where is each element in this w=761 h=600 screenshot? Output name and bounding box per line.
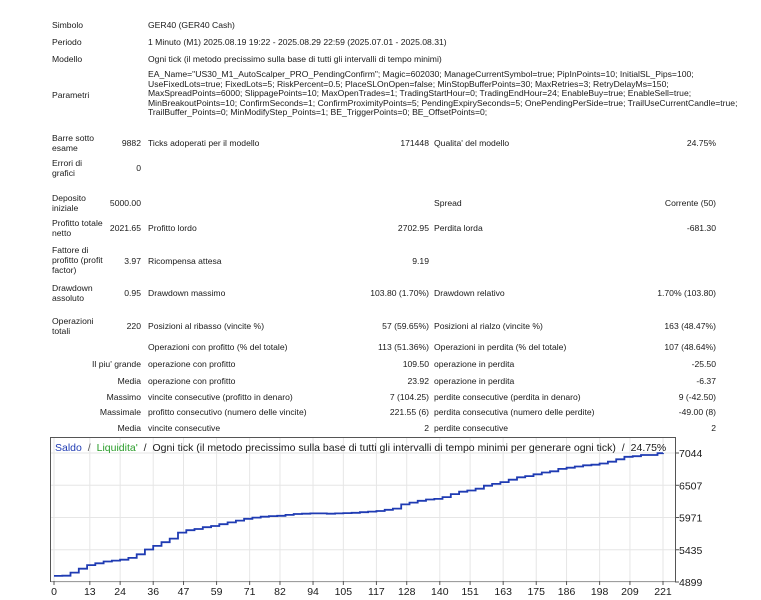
x-tick-label: 221 [654,586,672,597]
modello-value: Ogni tick (il metodo precissimo sulla base di tutti gli intervalli di tempo minimi) [148,54,442,64]
x-tick-label: 47 [177,586,190,597]
perdita-pct-label: Operazioni in perdita (% del totale) [434,342,567,352]
media1-perdita-label: operazione in perdita [434,376,515,386]
piu-grande-label: operazione con profitto [148,359,236,369]
legend-balance: Saldo [55,442,82,454]
drawdown-relativo-value: 1.70% (103.80) [657,288,716,298]
spread-label: Spread [434,198,462,208]
x-tick-label: 209 [621,586,639,597]
media2-perdita-label: perdite consecutive [434,423,509,433]
media1-value: 23.92 [407,376,429,386]
media2-value: 2 [424,423,429,433]
media2-label: vincite consecutive [148,423,221,433]
periodo-label: Periodo [52,37,82,47]
piu-grande-perdita-value: -25.50 [691,359,716,369]
x-tick-label: 59 [210,586,223,597]
ricompensa-value: 9.19 [412,256,429,266]
x-tick-label: 82 [274,586,286,597]
parametri-label: Parametri [52,90,90,100]
x-tick-label: 71 [243,586,256,597]
drawdown-assoluto-label: Drawdown assoluto [52,283,93,303]
ticks-label: Ticks adoperati per il modello [148,138,260,148]
simbolo-value: GER40 (GER40 Cash) [148,20,235,30]
profitto-netto-label: Profitto totale netto [52,218,103,238]
massimale-value: 221.55 (6) [389,407,429,417]
y-tick-label: 4899 [679,577,703,589]
legend-equity: Liquidita' [96,442,138,454]
y-tick-label: 5971 [679,512,703,525]
ribasso-label: Posizioni al ribasso (vincite %) [148,321,265,331]
piu-grande-prefix: Il piu' grande [92,359,141,369]
piu-grande-perdita-label: operazione in perdita [434,359,515,369]
media2-prefix: Media [117,423,141,433]
massimale-perdita-label: perdita consecutiva (numero delle perdite) [434,407,595,417]
massimale-prefix: Massimale [99,407,141,417]
x-tick-label: 117 [368,586,385,597]
media1-perdita-value: -6.37 [696,376,716,386]
rialzo-label: Posizioni al rialzo (vincite %) [434,321,543,331]
massimale-label: profitto consecutivo (numero delle vincite) [148,407,307,417]
drawdown-massimo-label: Drawdown massimo [148,288,226,298]
ribasso-value: 57 (59.65%) [382,321,429,331]
svg-text:Saldo / Liquidita' [55,442,666,454]
media1-label: operazione con profitto [148,376,236,386]
modello-label: Modello [52,54,83,64]
perdita-lorda-label: Perdita lorda [434,223,483,233]
legend-description: Ogni tick (il metodo precissimo sulla base di tutti gli intervalli di tempo minimi per generare ogni tick) [152,442,616,454]
massimo-label: vincite consecutive (profitto in denaro) [148,392,293,402]
y-tick-label: 5435 [679,544,703,557]
massimo-perdita-value: 9 (-42.50) [678,392,716,402]
ticks-value: 171448 [400,138,429,148]
x-tick-label: 140 [431,586,449,597]
deposito-label: Deposito iniziale [52,193,86,213]
balance-chart [50,437,715,597]
massimo-value: 7 (104.25) [389,392,429,402]
media2-perdita-value: 2 [711,423,716,433]
ricompensa-label: Ricompensa attesa [148,256,222,266]
x-tick-label: 198 [590,586,609,597]
x-tick-label: 105 [334,586,353,597]
periodo-value: 1 Minuto (M1) 2025.08.19 19:22 - 2025.08.29 22:59 (2025.07.01 - 2025.08.31) [148,37,447,47]
qualita-value: 24.75% [686,138,716,148]
drawdown-assoluto-value: 0.95 [124,288,141,298]
legend-quality: 24.75% [630,442,667,454]
massimale-perdita-value: -49.00 (8) [678,407,716,417]
chart-plot-area [51,438,676,582]
chart-y-axis [675,448,703,589]
x-tick-label: 175 [527,586,546,597]
parametri-value: EA_Name="US30_M1_AutoScalper_PRO_PendingConfirm"; Magic=602030; ManageCurrentSymbol=true; PipInPoints=10; InitialSL_Pips=100; UseFixedLots=true; FixedLots=5; RiskPercent=0.5; PlaceSLOnOpen=false; MinStopBufferPoints=30; MaxRetries=3; RetryDelayMs=150; MaxSpreadPoints=6000; SlippagePoints=10; MaxOpenTrades=1; TradingStartHour=0; TradingEndHour=24; EnableBuy=true; EnableSell=true; MinBreakoutPoints=10; ConfirmSeconds=1; ConfirmProximityPoints=5; PendingExpirySeconds=5; OnePendingPerSide=true; TrailUseCurrentCandle=true; TrailBuffer_Points=0; MinModifyStep_Points=1; BE_TriggerPoints=0; BE_OffsetPoints=0; [148,69,738,118]
simbolo-label: Simbolo [52,20,84,30]
errori-label: Errori di grafici [52,158,83,178]
x-tick-label: 0 [51,586,57,597]
x-tick-label: 13 [83,586,96,597]
rialzo-value: 163 (48.47%) [664,321,716,331]
massimo-prefix: Massimo [106,392,141,402]
profitto-pct-label: Operazioni con profitto (% del totale) [148,342,288,352]
deposito-value: 5000.00 [109,198,141,208]
profitto-netto-value: 2021.65 [109,223,141,233]
qualita-label: Qualita' del modello [434,138,510,148]
profitto-lordo-label: Profitto lordo [148,223,197,233]
operazioni-totali-value: 220 [126,321,141,331]
barre-value: 9882 [121,138,141,148]
perdita-lorda-value: -681.30 [686,223,716,233]
legend-sep-3: / [621,442,625,454]
drawdown-massimo-value: 103.80 (1.70%) [370,288,429,298]
barre-label: Barre sotto esame [52,133,95,153]
y-tick-label: 7044 [679,448,703,460]
x-tick-label: 128 [397,586,416,597]
profitto-lordo-value: 2702.95 [397,223,429,233]
operazioni-totali-label: Operazioni totali [52,316,94,336]
massimo-perdita-label: perdite consecutive (perdita in denaro) [434,392,581,402]
x-tick-label: 94 [307,586,319,597]
x-tick-label: 24 [114,586,126,597]
legend-sep-1: / [87,442,91,454]
legend-sep-2: / [143,442,147,454]
fattore-value: 3.97 [124,256,141,266]
x-tick-label: 151 [461,586,479,597]
drawdown-relativo-label: Drawdown relativo [434,288,505,298]
fattore-label: Fattore di profitto (profit factor) [52,245,103,275]
y-tick-label: 6507 [679,480,703,493]
perdita-pct-value: 107 (48.64%) [664,342,716,352]
chart-x-axis [51,581,672,597]
piu-grande-value: 109.50 [402,359,429,369]
spread-value: Corrente (50) [664,198,716,208]
media1-prefix: Media [117,376,141,386]
x-tick-label: 163 [494,586,512,597]
x-tick-label: 36 [147,586,160,597]
errori-value: 0 [136,163,141,173]
profitto-pct-value: 113 (51.36%) [378,342,429,352]
x-tick-label: 186 [557,586,576,597]
